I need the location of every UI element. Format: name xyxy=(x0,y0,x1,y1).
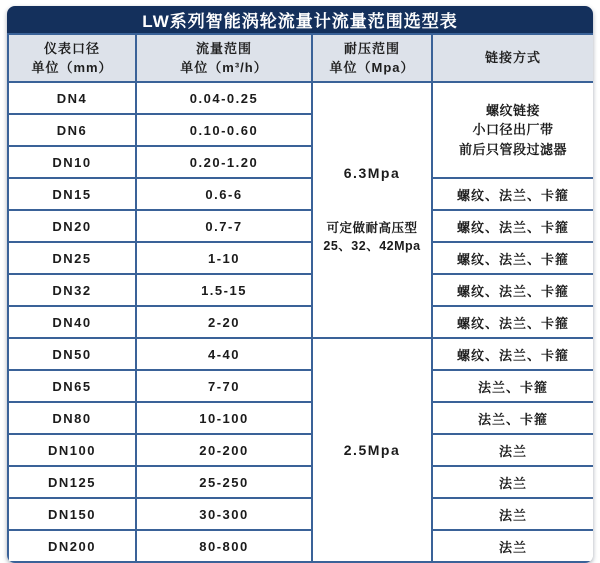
flow-cell: 0.10-0.60 xyxy=(136,114,312,146)
flow-cell: 0.6-6 xyxy=(136,178,312,210)
pressure-group2-value: 2.5Mpa xyxy=(343,442,401,458)
diameter-cell: DN80 xyxy=(8,402,136,434)
diameter-cell: DN125 xyxy=(8,466,136,498)
header-flow-range-line2: 单位（m³/h） xyxy=(180,60,268,75)
connection-cell: 螺纹、法兰、卡箍 xyxy=(432,178,593,210)
connection-cell: 螺纹、法兰、卡箍 xyxy=(432,274,593,306)
pressure-group1-note xyxy=(314,219,430,255)
header-connection-line1: 链接方式 xyxy=(484,50,541,66)
flow-cell: 2-20 xyxy=(136,306,312,338)
table-row xyxy=(8,82,593,114)
connection-cell: 法兰 xyxy=(432,498,593,530)
connection-cell: 螺纹、法兰、卡箍 xyxy=(432,242,593,274)
diameter-cell: DN40 xyxy=(8,306,136,338)
connection-merged-line3: 前后只管段过滤器 xyxy=(458,141,567,157)
connection-cell: 法兰 xyxy=(432,466,593,498)
header-pressure-range-line1: 耐压范围 xyxy=(343,40,400,56)
table-title: LW系列智能涡轮流量计流量范围选型表 xyxy=(7,6,593,33)
connection-cell: 螺纹、法兰、卡箍 xyxy=(432,306,593,338)
pressure-cell-group1 xyxy=(312,82,432,338)
table-row xyxy=(8,370,593,402)
connection-cell: 螺纹、法兰、卡箍 xyxy=(432,210,593,242)
diameter-cell: DN10 xyxy=(8,146,136,178)
diameter-cell: DN65 xyxy=(8,370,136,402)
table-row xyxy=(8,466,593,498)
flow-cell: 30-300 xyxy=(136,498,312,530)
diameter-cell: DN20 xyxy=(8,210,136,242)
header-flow-range xyxy=(136,34,312,82)
flow-cell: 20-200 xyxy=(136,434,312,466)
header-diameter xyxy=(8,34,136,82)
diameter-cell: DN100 xyxy=(8,434,136,466)
header-pressure-range xyxy=(312,34,432,82)
connection-merged-line1: 螺纹链接 xyxy=(485,102,540,118)
table-row xyxy=(8,306,593,338)
diameter-cell: DN50 xyxy=(8,338,136,370)
connection-cell: 法兰、卡箍 xyxy=(432,402,593,434)
pressure-group1-note-line1: 可定做耐高压型 xyxy=(326,220,418,235)
pressure-group1-value: 6.3Mpa xyxy=(343,164,401,181)
header-diameter-line2: 单位（mm） xyxy=(31,60,113,75)
table-row xyxy=(8,242,593,274)
header-pressure-range-line2: 单位（Mpa） xyxy=(329,60,415,75)
diameter-cell: DN200 xyxy=(8,530,136,562)
connection-cell-merged xyxy=(432,82,593,178)
table-row xyxy=(8,402,593,434)
table-row xyxy=(8,434,593,466)
pressure-cell-group2 xyxy=(312,338,432,562)
flow-cell: 25-250 xyxy=(136,466,312,498)
diameter-cell: DN25 xyxy=(8,242,136,274)
flow-cell: 7-70 xyxy=(136,370,312,402)
flow-cell: 0.20-1.20 xyxy=(136,146,312,178)
flow-cell: 4-40 xyxy=(136,338,312,370)
header-flow-range-line1: 流量范围 xyxy=(195,40,252,56)
diameter-cell: DN150 xyxy=(8,498,136,530)
diameter-cell: DN4 xyxy=(8,82,136,114)
connection-cell: 法兰 xyxy=(432,530,593,562)
header-connection xyxy=(432,34,593,82)
selection-table-card xyxy=(7,6,593,563)
header-diameter-line1: 仪表口径 xyxy=(43,40,100,56)
flow-cell: 80-800 xyxy=(136,530,312,562)
flow-cell: 0.04-0.25 xyxy=(136,82,312,114)
header-row xyxy=(8,34,593,82)
flow-cell: 1-10 xyxy=(136,242,312,274)
flow-cell: 10-100 xyxy=(136,402,312,434)
table-row xyxy=(8,210,593,242)
connection-cell: 法兰、卡箍 xyxy=(432,370,593,402)
diameter-cell: DN6 xyxy=(8,114,136,146)
table-header xyxy=(8,34,593,82)
diameter-cell: DN32 xyxy=(8,274,136,306)
table-row xyxy=(8,274,593,306)
table-row xyxy=(8,178,593,210)
flow-range-selection-table xyxy=(7,33,593,563)
table-row xyxy=(8,498,593,530)
diameter-cell: DN15 xyxy=(8,178,136,210)
connection-cell: 法兰 xyxy=(432,434,593,466)
flow-cell: 1.5-15 xyxy=(136,274,312,306)
flow-cell: 0.7-7 xyxy=(136,210,312,242)
table-body xyxy=(8,82,593,562)
connection-merged-line2: 小口径出厂带 xyxy=(472,122,554,138)
table-row xyxy=(8,338,593,370)
pressure-group1-note-line2: 25、32、42Mpa xyxy=(323,239,421,253)
connection-cell: 螺纹、法兰、卡箍 xyxy=(432,338,593,370)
